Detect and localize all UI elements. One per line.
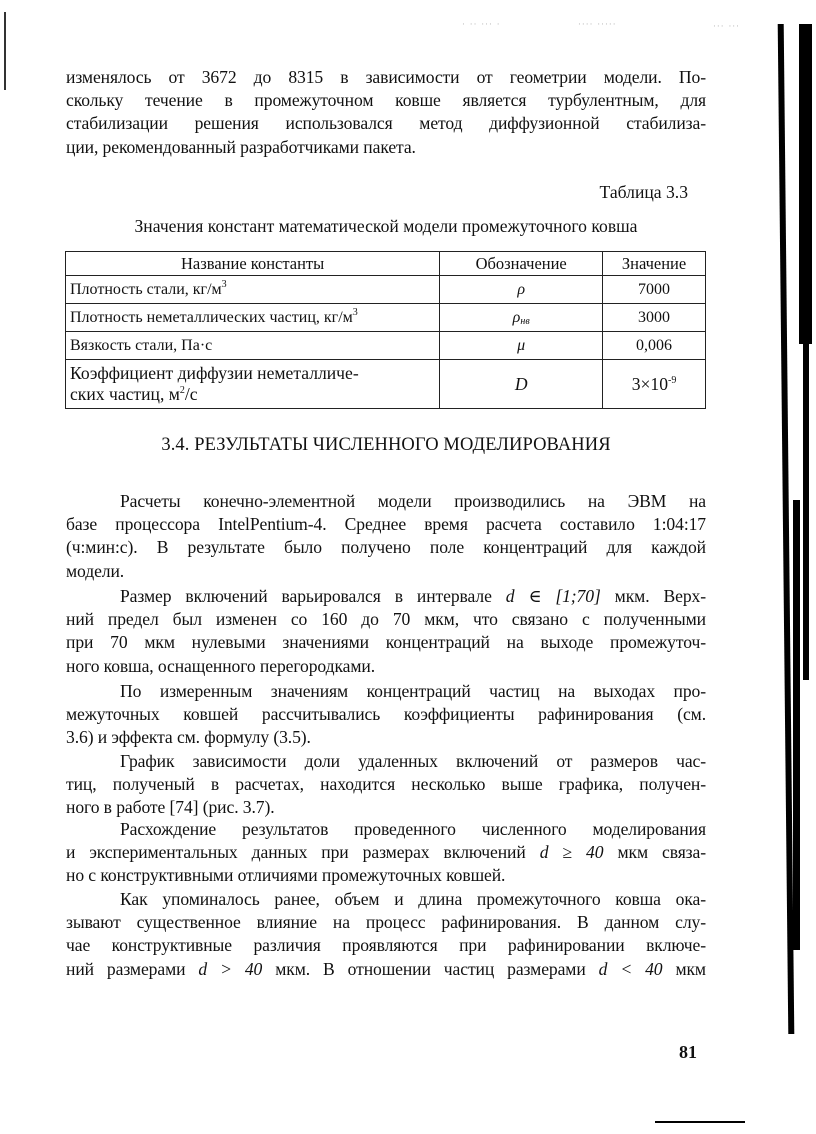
text-line: модели. [66,560,125,581]
text-line: ний размерами d > 40 мкм. В отношении частиц размерами d < 40 мкм [66,958,706,979]
binding-edge-bar [803,340,809,680]
text-line: 3.6) и эффекта см. формулу (3.5). [66,727,311,748]
body-paragraph [66,750,706,820]
text-line: базе процессора IntelPentium-4. Среднее время расчета составило 1:04:17 [66,514,706,535]
table-label: Таблица 3.3 [599,182,688,202]
table-title: Значения констант математической модели промежуточного ковша [134,216,638,236]
text-line: зывают существенное влияние на процесс рафинирования. В данном слу- [66,912,706,933]
table-row [66,304,706,332]
body-paragraph [66,490,706,583]
constant-value: $3\times 10^{-9}$ [603,360,706,409]
constant-symbol: D [440,360,603,409]
table-row [66,360,706,409]
math-expression: d ∈ [1;70] [505,586,601,606]
column-header-name: Название константы [66,252,440,276]
scan-edge-left-mark [4,12,6,90]
constant-value: 0,006 [603,332,706,360]
constant-name: Плотность стали, $кг/м^3$ [66,276,440,304]
text-line: тиц, полученый в расчетах, находится несколько выше графика, получен- [66,774,706,795]
text-line: (ч:мин:с). В результате было получено поле концентраций для каждой [66,537,706,558]
text-line: при 70 мкм нулевыми значениями концентраций на выходе промежуточ- [66,632,706,653]
bleed-through-noise: ··· ··· [713,22,741,32]
bleed-through-noise: ···· ····· [578,20,617,30]
constant-symbol: ρ [440,276,603,304]
table-row [66,276,706,304]
text-line: межуточных ковшей рассчитывались коэффициенты рафинирования (см. [66,704,706,725]
constant-value: 7000 [603,276,706,304]
text-line: и экспериментальных данных при размерах включений d ≥ 40 мкм связа- [66,842,706,863]
text-line: Как упоминалось ранее, объем и длина промежуточного ковша ока- [120,889,706,909]
constant-name: Коэффициент диффузии неметалличе- ских частиц, $м^2/с$ [66,360,440,409]
constant-symbol: $\rho_{нв}$ [440,304,603,332]
table-row [66,332,706,360]
constant-name: Плотность неметаллических частиц, $кг/м^3$ [66,304,440,332]
constants-table [65,251,706,409]
text-line: Размер включений варьировался в интервале d ∈ [1;70] мкм. Верх- [120,586,706,606]
text-line: изменялось от 3672 до 8315 в зависимости от геометрии модели. По- [66,67,706,87]
text-line: ного ковша, оснащенного перегородками. [66,655,376,676]
binding-edge-bar [793,500,800,950]
text-line: Расхождение результатов проведенного численного моделирования [120,819,706,839]
body-paragraph [66,818,706,888]
text-line: По измеренным значениям концентраций частиц на выходах про- [120,681,706,701]
body-paragraph [66,680,706,750]
column-header-symbol: Обозначение [440,252,603,276]
text-line: скольку течение в промежуточном ковше является турбулентным, для [66,90,706,111]
page-number: 81 [679,1042,697,1062]
binding-edge-bar [799,24,812,344]
body-paragraph [66,888,706,981]
column-header-value: Значение [603,252,706,276]
text-line: но с конструктивными отличиями промежуточных ковшей. [66,865,506,886]
text-line: чае конструктивные различия проявляются при рафинировании включе- [66,935,706,956]
table-header-row [66,252,706,276]
intro-paragraph [66,66,706,159]
math-expression: d > 40 [198,958,263,979]
math-expression: d < 40 [598,958,663,979]
math-expression: d ≥ 40 [539,842,604,863]
section-heading: 3.4. РЕЗУЛЬТАТЫ ЧИСЛЕННОГО МОДЕЛИРОВАНИЯ [161,435,611,455]
body-paragraph [66,585,706,678]
text-line: График зависимости доли удаленных включений от размеров час- [120,751,706,771]
binding-edge-bar [778,24,795,1034]
text-line: ний предел был изменен со 160 до 70 мкм, что связано с полученными [66,609,706,630]
text-line: Расчеты конечно-элементной модели производились на ЭВМ на [120,491,706,511]
text-line: стабилизации решения использовался метод диффузионной стабилиза- [66,113,706,134]
constant-name: Вязкость стали, Па·с [66,332,440,360]
constant-value: 3000 [603,304,706,332]
text-line: ного в работе [74] (рис. 3.7). [66,797,275,818]
text-line: ции, рекомендованный разработчиками пакета. [66,136,416,157]
bleed-through-noise: · ·· ··· · [462,20,501,30]
footer-scan-line [655,1121,745,1123]
constant-symbol: μ [440,332,603,360]
